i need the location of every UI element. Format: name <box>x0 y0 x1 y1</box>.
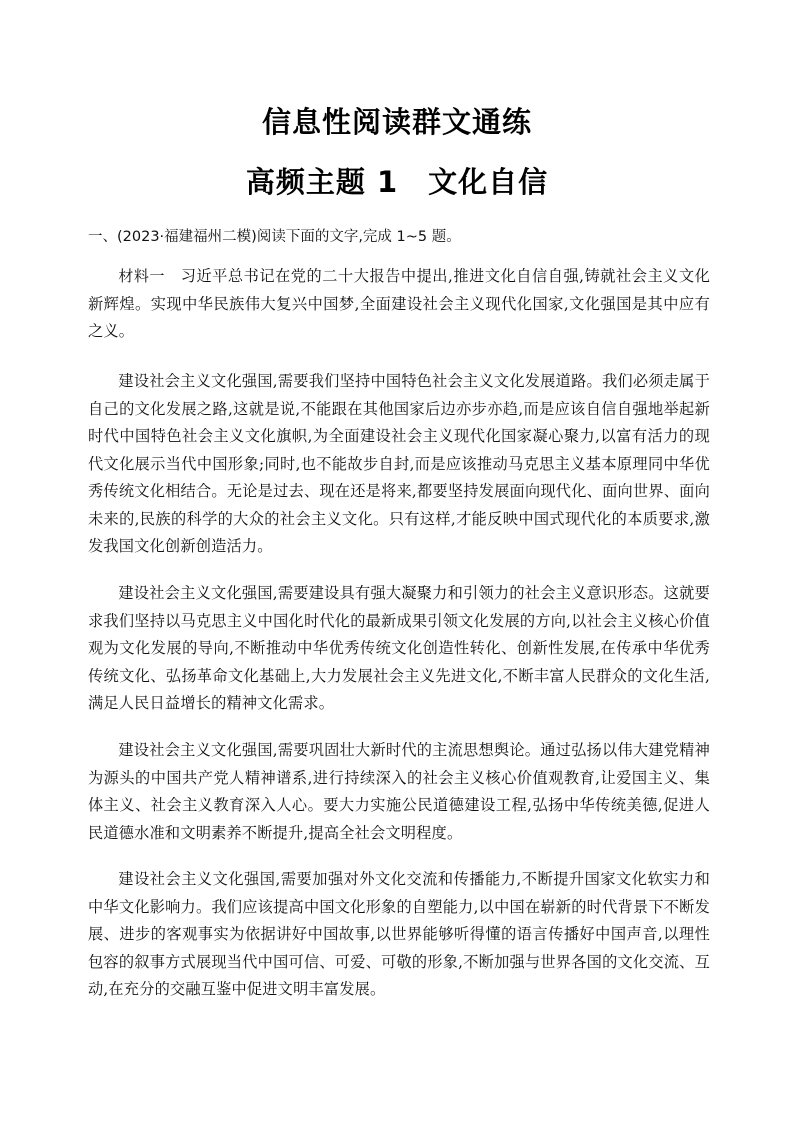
material-label: 材料一 <box>118 267 165 285</box>
paragraph-1 <box>88 263 710 346</box>
question-instruction: 一、(2023·福建福州二模)阅读下面的文字,完成 1~5 题。 <box>88 229 461 245</box>
paragraph-1-text: 习近平总书记在党的二十大报告中提出,推进文化自信自强,铸就社会主义文化新辉煌。实现中华民族伟大复兴中国梦,全面建设社会主义现代化国家,文化强国是其中应有之义。 <box>88 267 710 340</box>
page-subtitle <box>0 164 794 200</box>
paragraph-4: 建设社会主义文化强国,需要巩固壮大新时代的主流思想舆论。通过弘扬以伟大建党精神为源头的中国共产党人精神谱系,进行持续深入的社会主义核心价值观教育,让爱国主义、集体主义、社会主义教育深入人心。要大力实施公民道德建设工程,弘扬中华传统美德,促进人民道德水准和文明素养不断提升,提高全社会文明程度。 <box>88 741 710 842</box>
paragraph-2: 建设社会主义文化强国,需要我们坚持中国特色社会主义文化发展道路。我们必须走属于自己的文化发展之路,这就是说,不能跟在其他国家后边亦步亦趋,而是应该自信自强地举起新时代中国特色社会主义文化旗帜,为全面建设社会主义现代化国家凝心聚力,以富有活力的现代文化展示当代中国形象;同时,也不能故步自封,而是应该推动马克思主义基本原理同中华优秀传统文化相结合。无论是过去、现在还是将来,都要坚持发展面向现代化、面向世界、面向未来的,民族的科学的大众的社会主义文化。只有这样,才能反映中国式现代化的本质要求,激发我国文化创新创造活力。 <box>88 372 710 555</box>
subtitle-prefix: 高频主题 1 <box>245 165 399 199</box>
paragraph-5: 建设社会主义文化强国,需要加强对外文化交流和传播能力,不断提升国家文化软实力和中华文化影响力。我们应该提高中国文化形象的自塑能力,以中国在崭新的时代背景下不断发展、进步的客观事实为依据讲好中国故事,以世界能够听得懂的语言传播好中国声音,以理性包容的叙事方式展现当代中国可信、可爱、可敬的形象,不断加强与世界各国的文化交流、互动,在充分的交融互鉴中促进文明丰富发展。 <box>88 870 710 998</box>
page-title: 信息性阅读群文通练 <box>261 105 532 139</box>
paragraph-3: 建设社会主义文化强国,需要建设具有强大凝聚力和引领力的社会主义意识形态。这就要求我们坚持以马克思主义中国化时代化的最新成果引领文化发展的方向,以社会主义核心价值观为文化发展的导向,不断推动中华优秀传统文化创造性转化、创新性发展,在传承中华优秀传统文化、弘扬革命文化基础上,大力发展社会主义先进文化,不断丰富人民群众的文化生活,满足人民日益增长的精神文化需求。 <box>88 584 710 712</box>
subtitle-topic: 文化自信 <box>428 165 549 199</box>
